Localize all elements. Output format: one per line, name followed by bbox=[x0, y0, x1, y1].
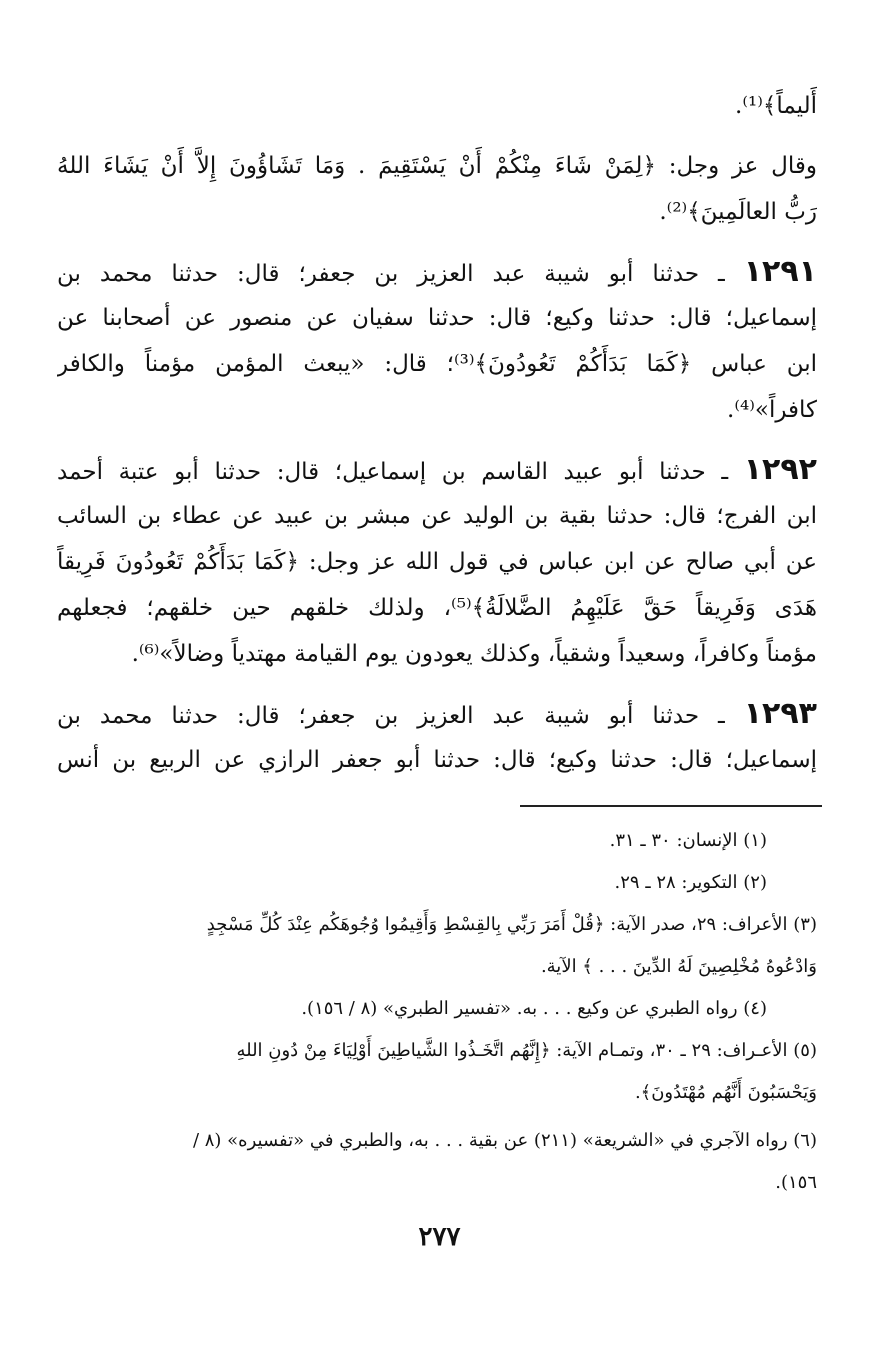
hadith-number-1292: ١٢٩٢ bbox=[743, 452, 817, 487]
body-line-7: كافراً»⁽⁴⁾. bbox=[727, 397, 817, 423]
hadith-1292-first-line bbox=[57, 450, 817, 490]
footnote-5-line-1: (٥) الأعـراف: ٢٩ ـ ٣٠، وتمـام الآية: ﴿إِنَّهُم اتَّخَـذُوا الشَّياطِينَ أَوْلِيَاءَ مِنْ دُونِ اللهِ bbox=[236, 1040, 817, 1061]
body-line-5: إسماعيل؛ قال: حدثنا وكيع؛ قال: حدثنا سفيان عن منصور عن أصحابنا عن bbox=[57, 305, 817, 331]
body-line-12: مؤمناً وكافراً، وسعيداً وشقياً، وكذلك يعودون يوم القيامة مهتدياً وضالاً»⁽⁶⁾. bbox=[131, 641, 817, 667]
footnote-5-line-2: وَيَحْسَبُونَ أَنَّهُم مُهْتَدُونَ﴾. bbox=[634, 1082, 817, 1103]
body-line-10: عن أبي صالح عن ابن عباس في قول الله عز وجل: ﴿كَمَا بَدَأَكُمْ تَعُودُونَ فَرِيقاً bbox=[57, 549, 817, 575]
hadith-1293-first-line bbox=[57, 694, 817, 734]
footnote-1: (١) الإنسان: ٣٠ ـ ٣١. bbox=[609, 830, 767, 851]
body-line-3: رَبُّ العالَمِينَ﴾⁽²⁾. bbox=[659, 199, 817, 225]
footnote-3-line-2: وَادْعُوهُ مُخْلِصِينَ لَهُ الدِّينَ . . . ﴾ الآية. bbox=[540, 956, 817, 977]
body-line-14: إسماعيل؛ قال: حدثنا وكيع؛ قال: حدثنا أبو جعفر الرازي عن الربيع بن أنس bbox=[57, 747, 817, 773]
footnote-3-line-1: (٣) الأعراف: ٢٩، صدر الآية: ﴿قُلْ أَمَرَ رَبِّي بِالقِسْطِ وَأَقِيمُوا وُجُوهَكُم عِنْدَ كُلِّ مَسْجِدٍ bbox=[206, 914, 817, 935]
footnote-4: (٤) رواه الطبري عن وكيع . . . به. «تفسير الطبري» (٨ / ١٥٦). bbox=[301, 998, 767, 1019]
body-line-1: أَليماً﴾⁽¹⁾. bbox=[735, 93, 817, 119]
footnote-2: (٢) التكوير: ٢٨ ـ ٢٩. bbox=[614, 872, 767, 893]
body-line-2: وقال عز وجل: ﴿لِمَنْ شَاءَ مِنْكُمْ أَنْ يَسْتَقِيمَ . وَمَا تَشَاؤُونَ إِلاَّ أَنْ يَشَاءَ اللهُ bbox=[57, 153, 817, 179]
hadith-number-1293: ١٢٩٣ bbox=[743, 696, 817, 731]
hadith-1291-first-line bbox=[57, 252, 817, 292]
body-line-6: ابن عباس ﴿كَمَا بَدَأَكُمْ تَعُودُونَ﴾⁽³⁾؛ قال: «يبعث المؤمن مؤمناً والكافر bbox=[57, 351, 817, 377]
hadith-1291-text: ـ حدثنا أبو شيبة عبد العزيز بن جعفر؛ قال: حدثنا محمد بن bbox=[57, 261, 725, 287]
footnote-6-line-2: ١٥٦). bbox=[775, 1172, 817, 1193]
page-number: ٢٧٧ bbox=[418, 1222, 461, 1252]
hadith-1293-text: ـ حدثنا أبو شيبة عبد العزيز بن جعفر؛ قال: حدثنا محمد بن bbox=[57, 703, 725, 729]
body-line-11: هَدَى وَفَرِيقاً حَقَّ عَلَيْهِمُ الضَّلالَةُ﴾⁽⁵⁾، ولذلك خلقهم حين خلقهم؛ فجعلهم bbox=[57, 595, 817, 621]
footnote-separator bbox=[520, 805, 822, 807]
hadith-number-1291: ١٢٩١ bbox=[743, 254, 817, 289]
footnote-6-line-1: (٦) رواه الآجري في «الشريعة» (٢١١) عن بقية . . . به، والطبري في «تفسيره» (٨ / bbox=[192, 1130, 817, 1151]
body-line-9: ابن الفرج؛ قال: حدثنا بقية بن الوليد عن مبشر بن عبيد عن عطاء بن السائب bbox=[57, 503, 817, 529]
hadith-1292-text: ـ حدثنا أبو عبيد القاسم بن إسماعيل؛ قال: حدثنا أبو عتبة أحمد bbox=[57, 459, 729, 485]
